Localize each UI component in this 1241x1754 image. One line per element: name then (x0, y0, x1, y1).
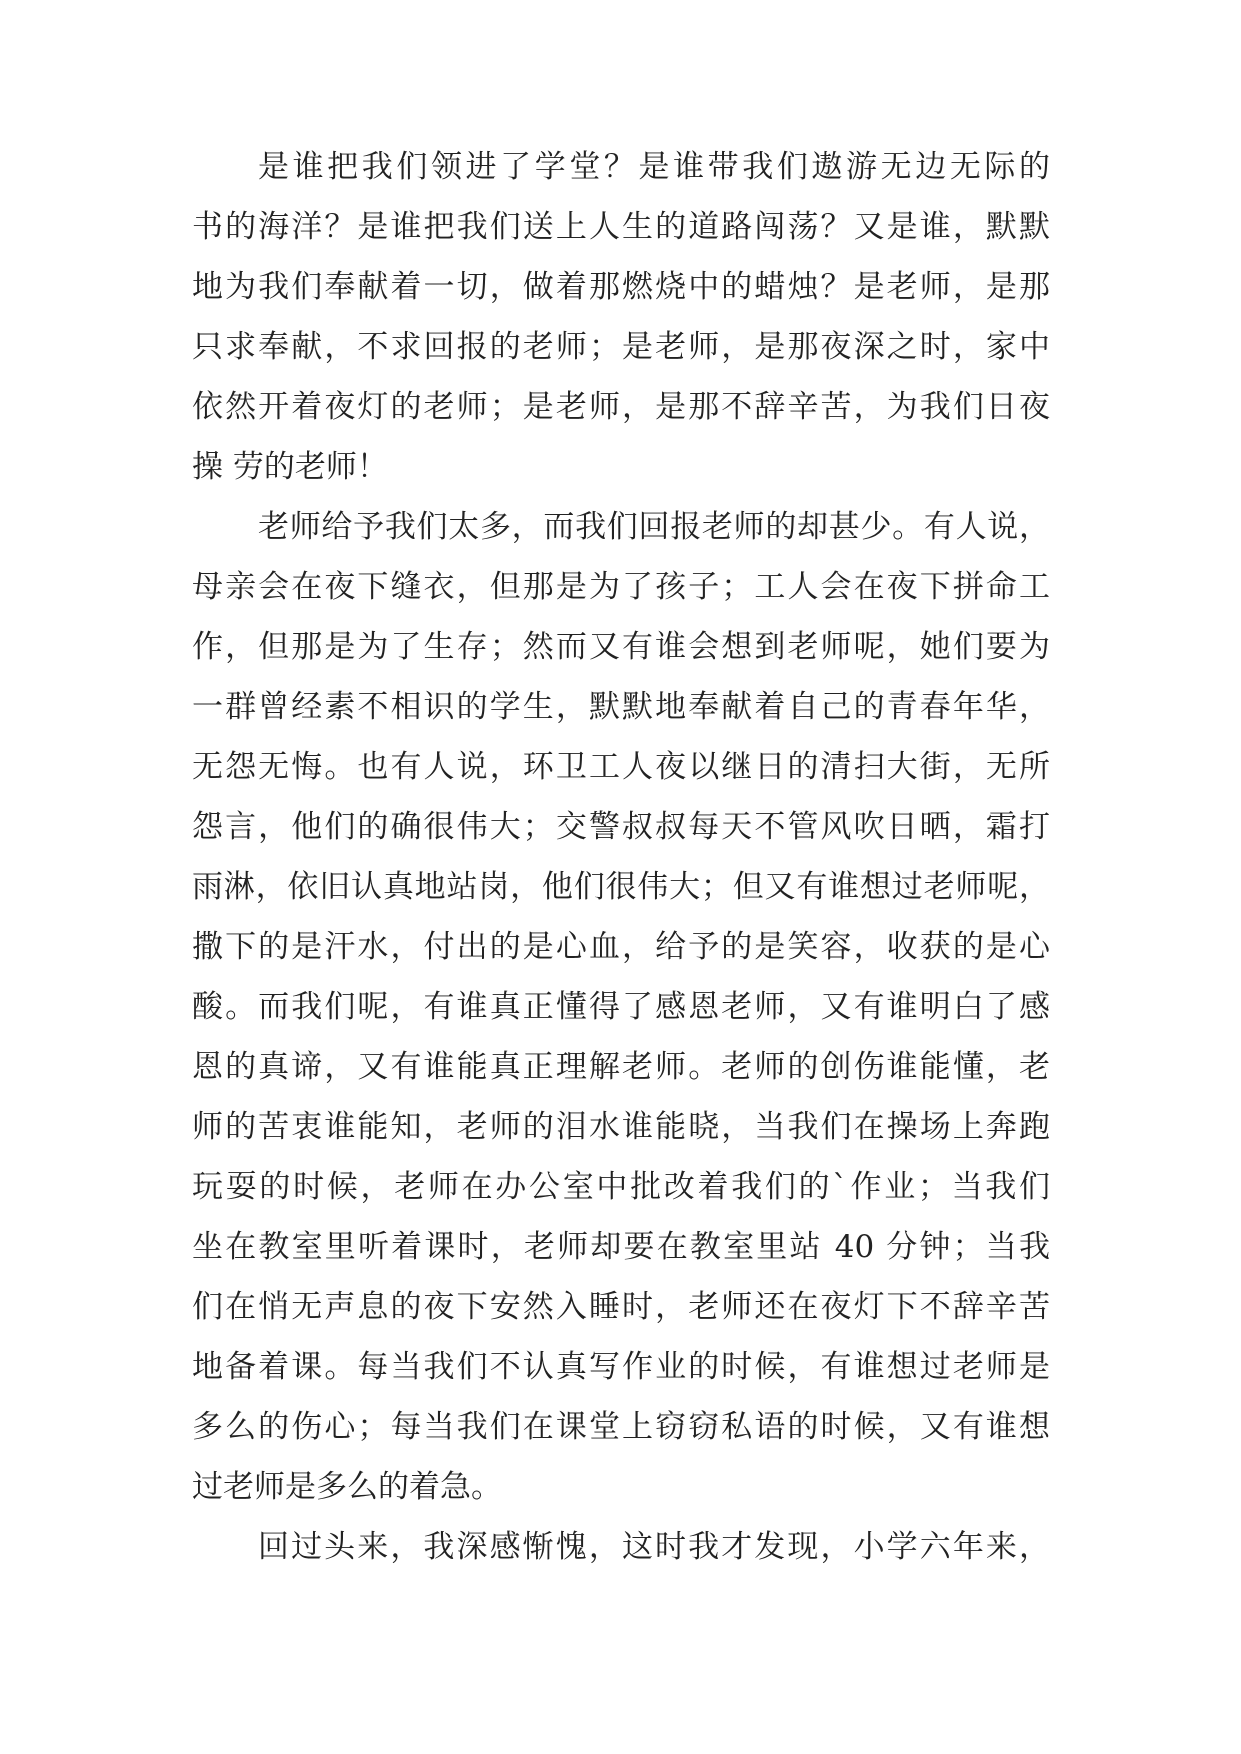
text-line: 玩耍的时候，老师在办公室中批改着我们的`作业；当我们 (192, 1169, 1050, 1205)
text-line: 地为我们奉献着一切，做着那燃烧中的蜡烛？是老师，是那 (192, 269, 1050, 305)
text-line: 依然开着夜灯的老师；是老师，是那不辞辛苦，为我们日夜 (192, 389, 1050, 425)
text-line: 地备着课。每当我们不认真写作业的时候，有谁想过老师是 (192, 1349, 1050, 1385)
text-line: 坐在教室里听着课时，老师却要在教室里站 40 分钟；当我 (192, 1229, 1050, 1265)
text-line: 撒下的是汗水，付出的是心血，给予的是笑容，收获的是心 (192, 929, 1050, 965)
text-line: 师的苦衷谁能知，老师的泪水谁能晓，当我们在操场上奔跑 (192, 1109, 1050, 1145)
text-line: 雨淋，依旧认真地站岗，他们很伟大；但又有谁想过老师呢， (192, 869, 1050, 905)
text-line: 多么的伤心；每当我们在课堂上窃窃私语的时候，又有谁想 (192, 1409, 1050, 1445)
text-line: 是谁把我们领进了学堂？是谁带我们遨游无边无际的 (258, 149, 1050, 185)
text-line: 怨言，他们的确很伟大；交警叔叔每天不管风吹日晒，霜打 (192, 809, 1050, 845)
text-line: 过老师是多么的着急。 (192, 1469, 502, 1505)
text-line: 操 劳的老师！ (192, 449, 388, 485)
text-line: 酸。而我们呢，有谁真正懂得了感恩老师，又有谁明白了感 (192, 989, 1050, 1025)
text-line: 书的海洋？是谁把我们送上人生的道路闯荡？又是谁，默默 (192, 209, 1050, 245)
text-line: 回过头来，我深感惭愧，这时我才发现，小学六年来， (258, 1529, 1050, 1565)
text-line: 作，但那是为了生存；然而又有谁会想到老师呢，她们要为 (192, 629, 1050, 665)
text-line: 母亲会在夜下缝衣，但那是为了孩子；工人会在夜下拼命工 (192, 569, 1050, 605)
text-line: 们在悄无声息的夜下安然入睡时，老师还在夜灯下不辞辛苦 (192, 1289, 1050, 1325)
text-line: 一群曾经素不相识的学生，默默地奉献着自己的青春年华， (192, 689, 1050, 725)
text-line: 恩的真谛，又有谁能真正理解老师。老师的创伤谁能懂，老 (192, 1049, 1050, 1085)
text-line: 无怨无悔。也有人说，环卫工人夜以继日的清扫大街，无所 (192, 749, 1050, 785)
text-line: 老师给予我们太多，而我们回报老师的却甚少。有人说， (258, 509, 1050, 545)
text-line: 只求奉献，不求回报的老师；是老师，是那夜深之时，家中 (192, 329, 1050, 365)
